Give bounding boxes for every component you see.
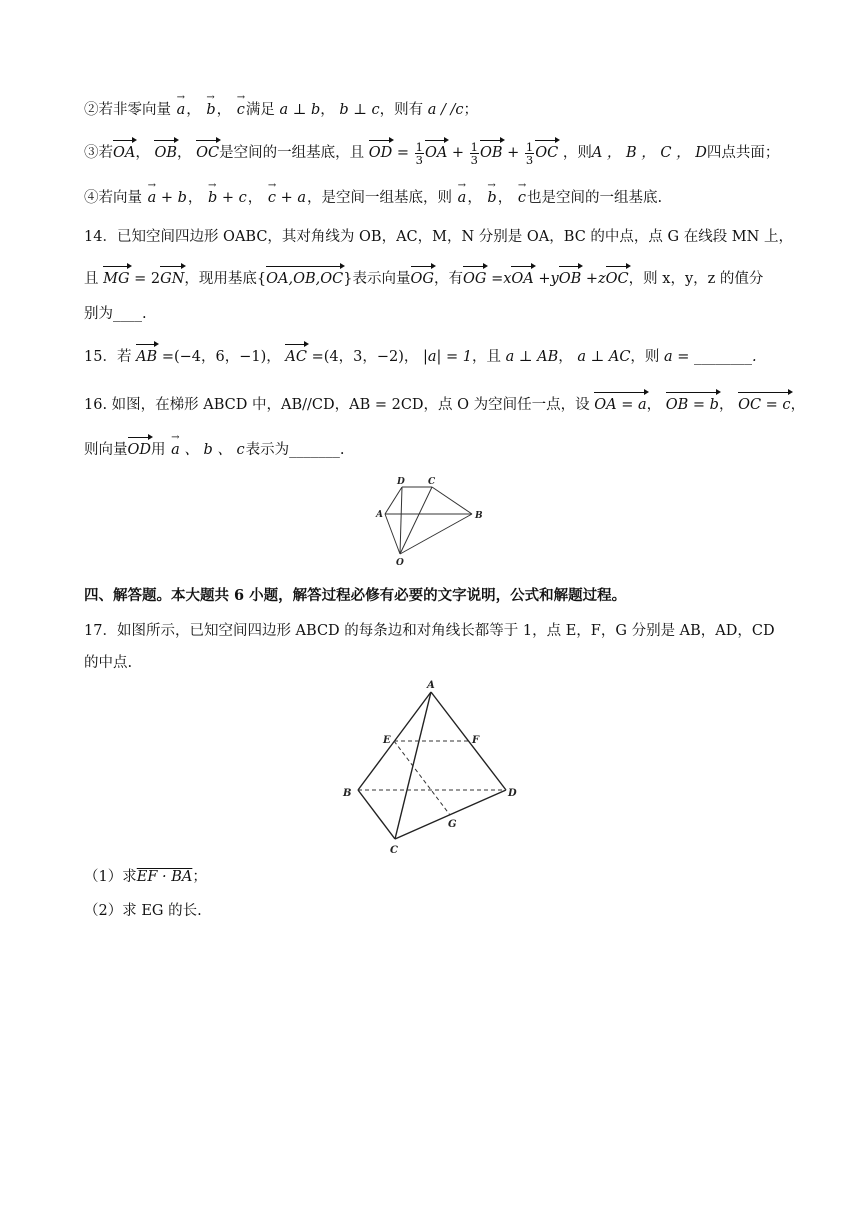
question-16-line-1: 16. 如图，在梯形 ABCD 中，AB//CD，AB = 2CD，点 O 为空间任一点，设 OA = a， OB = b， OC = c， xyxy=(84,390,805,415)
label-o: O xyxy=(396,558,404,568)
statement-4: ④若向量 → a + b， → b + c， → c + a，是空间一组基底，则 → a， → b， → c也是空间的一组基底. xyxy=(84,182,662,208)
label-g: G xyxy=(448,819,457,830)
trapezoid-figure xyxy=(370,474,500,574)
question-17-line-2: 的中点. xyxy=(84,655,133,671)
fraction-one-third: $\frac{1}{3}$ xyxy=(415,139,423,167)
question-14-line-3: 别为____. xyxy=(84,306,147,322)
label-c: C xyxy=(390,845,398,856)
label-a: A xyxy=(376,510,383,520)
tetrahedron-figure xyxy=(338,676,528,856)
question-14-line-2: 且 MG = 2GN，现用基底{OA,OB,OC}表示向量OG，有OG =xOA +yOB +zOC，则 x，y，z 的值分 xyxy=(84,264,763,289)
question-14-line-1: 14．已知空间四边形 OABC，其对角线为 OB，AC，M，N 分别是 OA，BC 的中点，点 G 在线段 MN 上， xyxy=(84,229,793,245)
label-b: B xyxy=(343,788,352,799)
question-17-part-1: （1）求EF · BA； xyxy=(84,869,207,885)
label-c: C xyxy=(428,477,436,487)
label-a: A xyxy=(427,680,435,691)
label-b: B xyxy=(475,511,483,521)
fraction-one-third: $\frac{1}{3}$ xyxy=(470,139,478,167)
label-d: D xyxy=(508,788,517,799)
label-e: E xyxy=(383,735,391,746)
statement-3: ③若OA， OB， OC是空间的一组基底，且 OD = $\frac{1}{3}$ OA + $\frac{1}{3}$ OB + $\frac{1}{3}$ OC ，则A ， B ， C ， D四点共面； xyxy=(84,139,780,167)
question-17-line-1: 17．如图所示，已知空间四边形 ABCD 的每条边和对角线长都等于 1，点 E，F，G 分别是 AB，AD，CD xyxy=(84,623,775,639)
section-4-heading: 四、解答题。本大题共 6 小题，解答过程必修有必要的文字说明，公式和解题过程。 xyxy=(84,587,627,604)
label-d: D xyxy=(397,477,405,487)
label-f: F xyxy=(472,735,480,746)
question-17-part-2: （2）求 EG 的长. xyxy=(84,903,202,919)
fraction-one-third: $\frac{1}{3}$ xyxy=(525,139,534,167)
question-16-line-2: 则向量OD用 → a 、 b 、 c表示为_______. xyxy=(84,434,344,460)
question-15: 15．若 AB =(−4，6，−1)， AC =(4，3，−2)， |a| = 1，且 a ⊥ AB， a ⊥ AC，则 a = ________. xyxy=(84,342,757,367)
statement-2: ②若非零向量 → a， → b， → c满足 a ⊥ b， b ⊥ c，则有 a / /c； xyxy=(84,94,478,120)
